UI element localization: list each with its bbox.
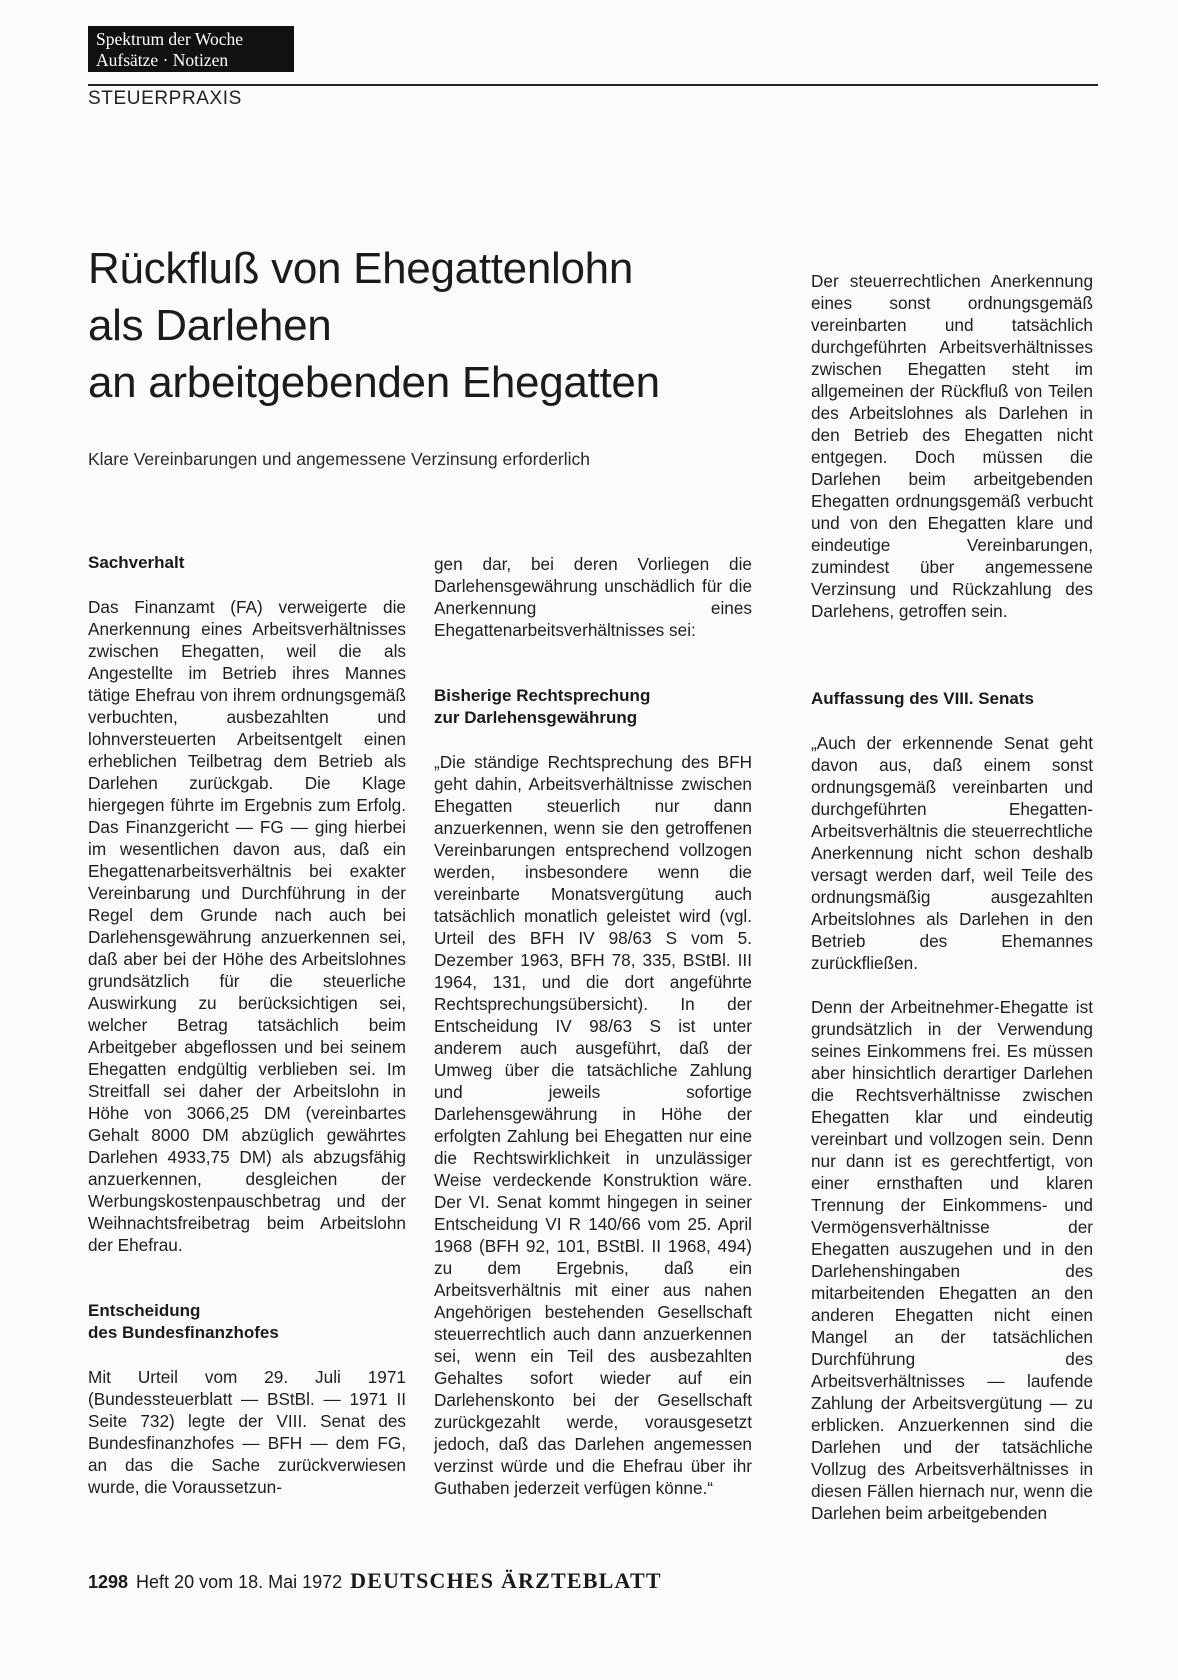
heading-line: Bisherige Rechtsprechung xyxy=(434,686,651,705)
column-1 xyxy=(88,552,406,1498)
article-subtitle: Klare Vereinbarungen und angemessene Verzinsung erforderlich xyxy=(88,449,590,469)
kicker: STEUERPRAXIS xyxy=(88,88,242,109)
heading-sachverhalt: Sachverhalt xyxy=(88,553,185,572)
column-3 xyxy=(811,270,1093,1524)
heading-line: Entscheidung xyxy=(88,1301,201,1320)
heading-line: des Bundesfinanzhofes xyxy=(88,1323,279,1342)
heading-entscheidung xyxy=(88,1300,406,1344)
header-rule xyxy=(88,84,1098,86)
paragraph-bisherige-rechtsprechung: „Die ständige Rechtsprechung des BFH geht dahin, Arbeitsverhältnisse zwischen Ehegatten steuerlich nur dann anzuerkennen, wenn sie den getroffenen Vereinbarungen entsprechend vollzogen werden, insbesondere wenn die vereinbarte Monatsvergütung auch tatsächlich monatlich geleistet wird (vgl. Urteil des BFH IV 98/63 S vom 5. Dezember 1963, BFH 78, 335, BStBl. III 1964, 131, und die dort angeführte Rechtsprechungsübersicht). In der Entscheidung IV 98/63 S ist unter anderem auch ausgeführt, daß der Umweg über die tatsächliche Zahlung und jeweils sofortige Darlehensgewährung in Höhe der erfolgten Zahlung bei Ehegatten nur eine die Rechtswirklichkeit in unzulässiger Weise verdeckende Konstruktion wäre. Der VI. Senat kommt hingegen in seiner Entscheidung VI R 140/66 vom 25. April 1968 (BFH 92, 101, BStBl. II 1968, 494) zu dem Ergebnis, daß ein Arbeitsverhältnis mit einer aus nahen Angehörigen bestehenden Gesellschaft steuerrechtlich auch dann anzuerkennen sei, wenn ein Teil des ausbezahlten Gehaltes sofort wieder auf ein Darlehenskonto bei der Gesellschaft zurückgezahlt werde, vorausgesetzt jedoch, daß das Darlehen angemessen verzinst würde und die Ehefrau über ihr Guthaben jederzeit verfügen könne.“ xyxy=(434,752,752,1498)
paragraph-continuation: gen dar, bei deren Vorliegen die Darlehensgewährung unschädlich für die Anerkennung eines Ehegattenarbeitsverhältnisses sei: xyxy=(434,554,752,640)
article-title-line: an arbeitgebenden Ehegatten xyxy=(88,358,660,407)
paragraph-auffassung: „Auch der erkennende Senat geht davon aus, daß einem sonst ordnungsgemäß vereinbarten und durchgeführten Ehegatten-Arbeitsverhältnis die steuerrechtliche Anerkennung nicht schon deshalb versagt werden darf, weil Teile des ordnungsmäßig ausgezahlten Arbeitslohnes als Darlehen in den Betrieb des Ehemannes zurückfließen. xyxy=(811,733,1093,973)
article-title-line: Rückfluß von Ehegattenlohn xyxy=(88,244,633,293)
column-2 xyxy=(434,553,752,1499)
journal-name: DEUTSCHES ÄRZTEBLATT xyxy=(350,1568,662,1593)
section-label-line2: Aufsätze · Notizen xyxy=(96,50,229,70)
issue-info: Heft 20 vom 18. Mai 1972 xyxy=(136,1572,343,1592)
paragraph-denn: Denn der Arbeitnehmer-Ehegatte ist grundsätzlich in der Verwendung seines Einkommens frei. Es müssen aber hinsichtlich derartiger Darlehen die Rechtsverhältnisse zwischen Ehegatten klar und eindeutig vereinbart und vollzogen sein. Denn nur dann ist es gerechtfertigt, von einer ernsthaften und klaren Trennung der Einkommens- und Vermögensverhältnisse der Ehegatten auszugehen und in den Darlehenshingaben des mitarbeitenden Ehegatten an den anderen Ehegatten nicht einen Mangel an der tatsächlichen Durchführung des Arbeitsverhältnisses — laufende Zahlung der Arbeitsvergütung — zu erblicken. Anzuerkennen sind die Darlehen und der tatsächliche Vollzug des Arbeitsverhältnisses in diesen Fällen hiernach nur, wenn die Darlehen beim arbeitgebenden xyxy=(811,997,1093,1523)
page-footer xyxy=(88,1568,662,1594)
heading-line: zur Darlehensgewährung xyxy=(434,708,638,727)
section-label xyxy=(88,26,294,72)
section-label-line1: Spektrum der Woche xyxy=(96,29,243,49)
article-title xyxy=(88,240,728,411)
article-title-line: als Darlehen xyxy=(88,301,332,350)
heading-auffassung: Auffassung des VIII. Senats xyxy=(811,689,1034,708)
paragraph-entscheidung: Mit Urteil vom 29. Juli 1971 (Bundessteuerblatt — BStBl. — 1971 II Seite 732) legte der VIII. Senat des Bundesfinanzhofes — BFH — dem FG, an das die Sache zurückverwiesen wurde, die Voraussetzun- xyxy=(88,1367,406,1497)
page-number: 1298 xyxy=(88,1572,129,1592)
heading-bisherige-rechtsprechung xyxy=(434,685,752,729)
paragraph-intro: Der steuerrechtlichen Anerkennung eines sonst ordnungsgemäß vereinbarten und tatsächlich durchgeführten Arbeitsverhältnisses zwischen Ehegatten steht im allgemeinen der Rückfluß von Teilen des Arbeitslohnes als Darlehen in den Betrieb des Ehegatten nicht entgegen. Doch müssen die Darlehen beim arbeitgebenden Ehegatten ordnungsgemäß verbucht und von den Ehegatten klare und eindeutige Vereinbarungen, zumindest über angemessene Verzinsung und Rückzahlung des Darlehens, getroffen sein. xyxy=(811,271,1093,621)
paragraph-sachverhalt: Das Finanzamt (FA) verweigerte die Anerkennung eines Arbeitsverhältnisses zwischen Ehegatten, weil die als Angestellte im Betrieb ihres Mannes tätige Ehefrau von ihrem ordnungsgemäß verbuchten, ausbezahlten und lohnversteuerten Arbeitsentgelt einen erheblichen Teilbetrag dem Betrieb als Darlehen zurückgab. Die Klage hiergegen führte im Ergebnis zum Erfolg. Das Finanzgericht — FG — ging hierbei im wesentlichen davon aus, daß ein Ehegattenarbeitsverhältnis bei exakter Vereinbarung und Durchführung in der Regel dem Grunde nach auch bei Darlehensgewährung anzuerkennen sei, daß aber bei der Höhe des Arbeitslohnes grundsätzlich für die steuerliche Auswirkung zu berücksichtigen sei, welcher Betrag tatsächlich beim Arbeitgeber abgeflossen und bei seinem Ehegatten endgültig verblieben sei. Im Streitfall sei daher der Arbeitslohn in Höhe von 3066,25 DM (vereinbartes Gehalt 8000 DM abzüglich gewährtes Darlehen 4933,75 DM) als abzugsfähig anzuerkennen, desgleichen der Werbungskostenpauschbetrag und der Weihnachtsfreibetrag beim Arbeitslohn der Ehefrau. xyxy=(88,597,406,1255)
